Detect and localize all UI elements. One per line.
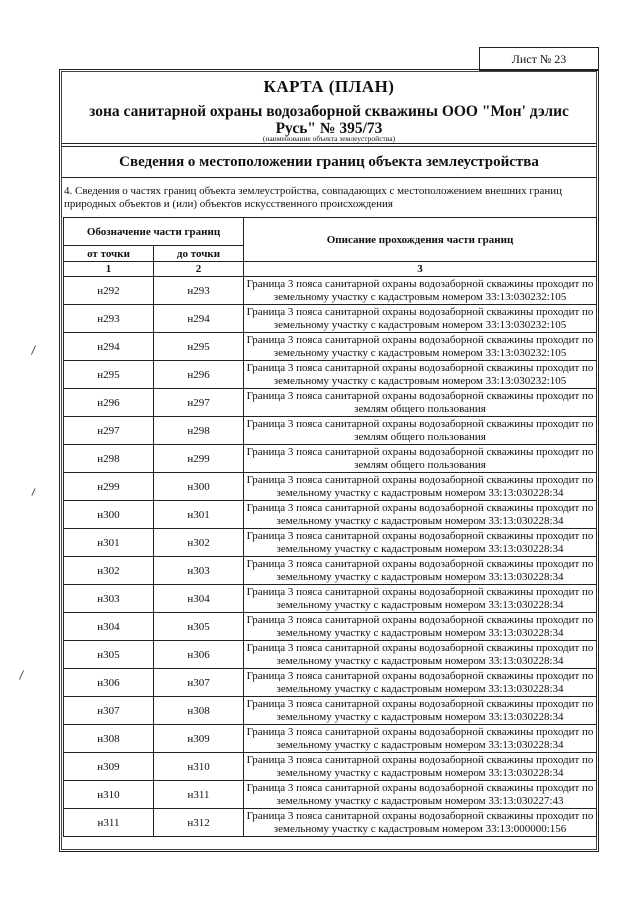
cell-from: н293 xyxy=(64,305,154,333)
table-row xyxy=(64,361,597,389)
header-to: до точки xyxy=(154,246,244,262)
cell-to: н307 xyxy=(154,669,244,697)
document-title: КАРТА (ПЛАН) xyxy=(263,77,395,96)
cell-from: н299 xyxy=(64,473,154,501)
cell-from: н303 xyxy=(64,585,154,613)
cell-to: н302 xyxy=(154,529,244,557)
cell-description: Граница 3 пояса санитарной охраны водозаборной скважины проходит по земельному участку с кадастровым номером 33:13:030227:43 xyxy=(244,781,597,809)
cell-to: н310 xyxy=(154,753,244,781)
cell-description: Граница 3 пояса санитарной охраны водозаборной скважины проходит по земельному участку с кадастровым номером 33:13:030232:105 xyxy=(244,305,597,333)
cell-to: н304 xyxy=(154,585,244,613)
cell-description: Граница 3 пояса санитарной охраны водозаборной скважины проходит по земельному участку с кадастровым номером 33:13:030228:34 xyxy=(244,753,597,781)
cell-description: Граница 3 пояса санитарной охраны водозаборной скважины проходит по земельному участку с кадастровым номером 33:13:030228:34 xyxy=(244,585,597,613)
header-from: от точки xyxy=(64,246,154,262)
table-row xyxy=(64,613,597,641)
cell-to: н298 xyxy=(154,417,244,445)
cell-description: Граница 3 пояса санитарной охраны водозаборной скважины проходит по земельному участку с кадастровым номером 33:13:030228:34 xyxy=(244,501,597,529)
cell-to: н311 xyxy=(154,781,244,809)
cell-description: Граница 3 пояса санитарной охраны водозаборной скважины проходит по землям общего пользования xyxy=(244,445,597,473)
document-subtitle: зона санитарной охраны водозаборной скважины ООО "Мон' дэлис Русь" № 395/73 xyxy=(89,103,569,137)
cell-to: н296 xyxy=(154,361,244,389)
subtitle-caption: (наименование объекта землеустройства) xyxy=(262,134,396,143)
cell-from: н305 xyxy=(64,641,154,669)
cell-from: н301 xyxy=(64,529,154,557)
cell-from: н306 xyxy=(64,669,154,697)
cell-to: н306 xyxy=(154,641,244,669)
table-row xyxy=(64,445,597,473)
table-row xyxy=(64,529,597,557)
table-row xyxy=(64,641,597,669)
table-row xyxy=(64,389,597,417)
table-row xyxy=(64,305,597,333)
cell-from: н302 xyxy=(64,557,154,585)
sheet-number: Лист № 23 xyxy=(479,47,599,71)
cell-to: н294 xyxy=(154,305,244,333)
cell-description: Граница 3 пояса санитарной охраны водозаборной скважины проходит по земельному участку с кадастровым номером 33:13:030228:34 xyxy=(244,529,597,557)
cell-description: Граница 3 пояса санитарной охраны водозаборной скважины проходит по землям общего пользования xyxy=(244,417,597,445)
cell-description: Граница 3 пояса санитарной охраны водозаборной скважины проходит по земельному участку с кадастровым номером 33:13:030228:34 xyxy=(244,641,597,669)
cell-to: н309 xyxy=(154,725,244,753)
cell-description: Граница 3 пояса санитарной охраны водозаборной скважины проходит по земельному участку с кадастровым номером 33:13:030232:105 xyxy=(244,361,597,389)
cell-description: Граница 3 пояса санитарной охраны водозаборной скважины проходит по земельному участку с кадастровым номером 33:13:030228:34 xyxy=(244,725,597,753)
margin-mark xyxy=(19,670,24,679)
cell-from: н295 xyxy=(64,361,154,389)
cell-from: н297 xyxy=(64,417,154,445)
cell-from: н310 xyxy=(64,781,154,809)
header-description: Описание прохождения части границ xyxy=(244,218,597,262)
boundary-table xyxy=(63,217,597,837)
margin-mark xyxy=(31,488,35,496)
column-number: 2 xyxy=(154,262,244,277)
cell-from: н294 xyxy=(64,333,154,361)
cell-description: Граница 3 пояса санитарной охраны водозаборной скважины проходит по земельному участку с кадастровым номером 33:13:030232:105 xyxy=(244,333,597,361)
cell-to: н308 xyxy=(154,697,244,725)
table-row xyxy=(64,585,597,613)
table-row xyxy=(64,557,597,585)
cell-description: Граница 3 пояса санитарной охраны водозаборной скважины проходит по земельному участку с кадастровым номером 33:13:030228:34 xyxy=(244,613,597,641)
column-number: 3 xyxy=(244,262,597,277)
cell-from: н292 xyxy=(64,277,154,305)
table-row xyxy=(64,781,597,809)
cell-to: н300 xyxy=(154,473,244,501)
table-row xyxy=(64,277,597,305)
table-row xyxy=(64,809,597,837)
cell-from: н307 xyxy=(64,697,154,725)
table-row xyxy=(64,669,597,697)
cell-from: н308 xyxy=(64,725,154,753)
table-row xyxy=(64,417,597,445)
cell-description: Граница 3 пояса санитарной охраны водозаборной скважины проходит по земельному участку с кадастровым номером 33:13:030228:34 xyxy=(244,557,597,585)
cell-description: Граница 3 пояса санитарной охраны водозаборной скважины проходит по земельному участку с кадастровым номером 33:13:030228:34 xyxy=(244,697,597,725)
cell-to: н295 xyxy=(154,333,244,361)
table-row xyxy=(64,753,597,781)
margin-mark xyxy=(31,345,36,354)
cell-from: н309 xyxy=(64,753,154,781)
table-row xyxy=(64,697,597,725)
header-designation: Обозначение части границ xyxy=(64,218,244,246)
cell-description: Граница 3 пояса санитарной охраны водозаборной скважины проходит по земельному участку с кадастровым номером 33:13:030232:105 xyxy=(244,277,597,305)
cell-to: н299 xyxy=(154,445,244,473)
cell-description: Граница 3 пояса санитарной охраны водозаборной скважины проходит по земельному участку с кадастровым номером 33:13:000000:156 xyxy=(244,809,597,837)
cell-to: н312 xyxy=(154,809,244,837)
cell-from: н300 xyxy=(64,501,154,529)
cell-description: Граница 3 пояса санитарной охраны водозаборной скважины проходит по землям общего пользования xyxy=(244,389,597,417)
cell-from: н304 xyxy=(64,613,154,641)
table-row xyxy=(64,473,597,501)
cell-from: н296 xyxy=(64,389,154,417)
table-row xyxy=(64,501,597,529)
cell-to: н297 xyxy=(154,389,244,417)
cell-description: Граница 3 пояса санитарной охраны водозаборной скважины проходит по земельному участку с кадастровым номером 33:13:030228:34 xyxy=(244,473,597,501)
table-row xyxy=(64,725,597,753)
cell-to: н293 xyxy=(154,277,244,305)
cell-from: н298 xyxy=(64,445,154,473)
cell-to: н305 xyxy=(154,613,244,641)
table-row xyxy=(64,333,597,361)
cell-from: н311 xyxy=(64,809,154,837)
cell-description: Граница 3 пояса санитарной охраны водозаборной скважины проходит по земельному участку с кадастровым номером 33:13:030228:34 xyxy=(244,669,597,697)
column-number: 1 xyxy=(64,262,154,277)
section-text: 4. Сведения о частях границ объекта землеустройства, совпадающих с местоположением внешних границ природных объектов и (или) объектов искусственного происхождения xyxy=(64,185,562,210)
section-heading: Сведения о местоположении границ объекта землеустройства xyxy=(62,146,596,178)
cell-to: н303 xyxy=(154,557,244,585)
cell-to: н301 xyxy=(154,501,244,529)
